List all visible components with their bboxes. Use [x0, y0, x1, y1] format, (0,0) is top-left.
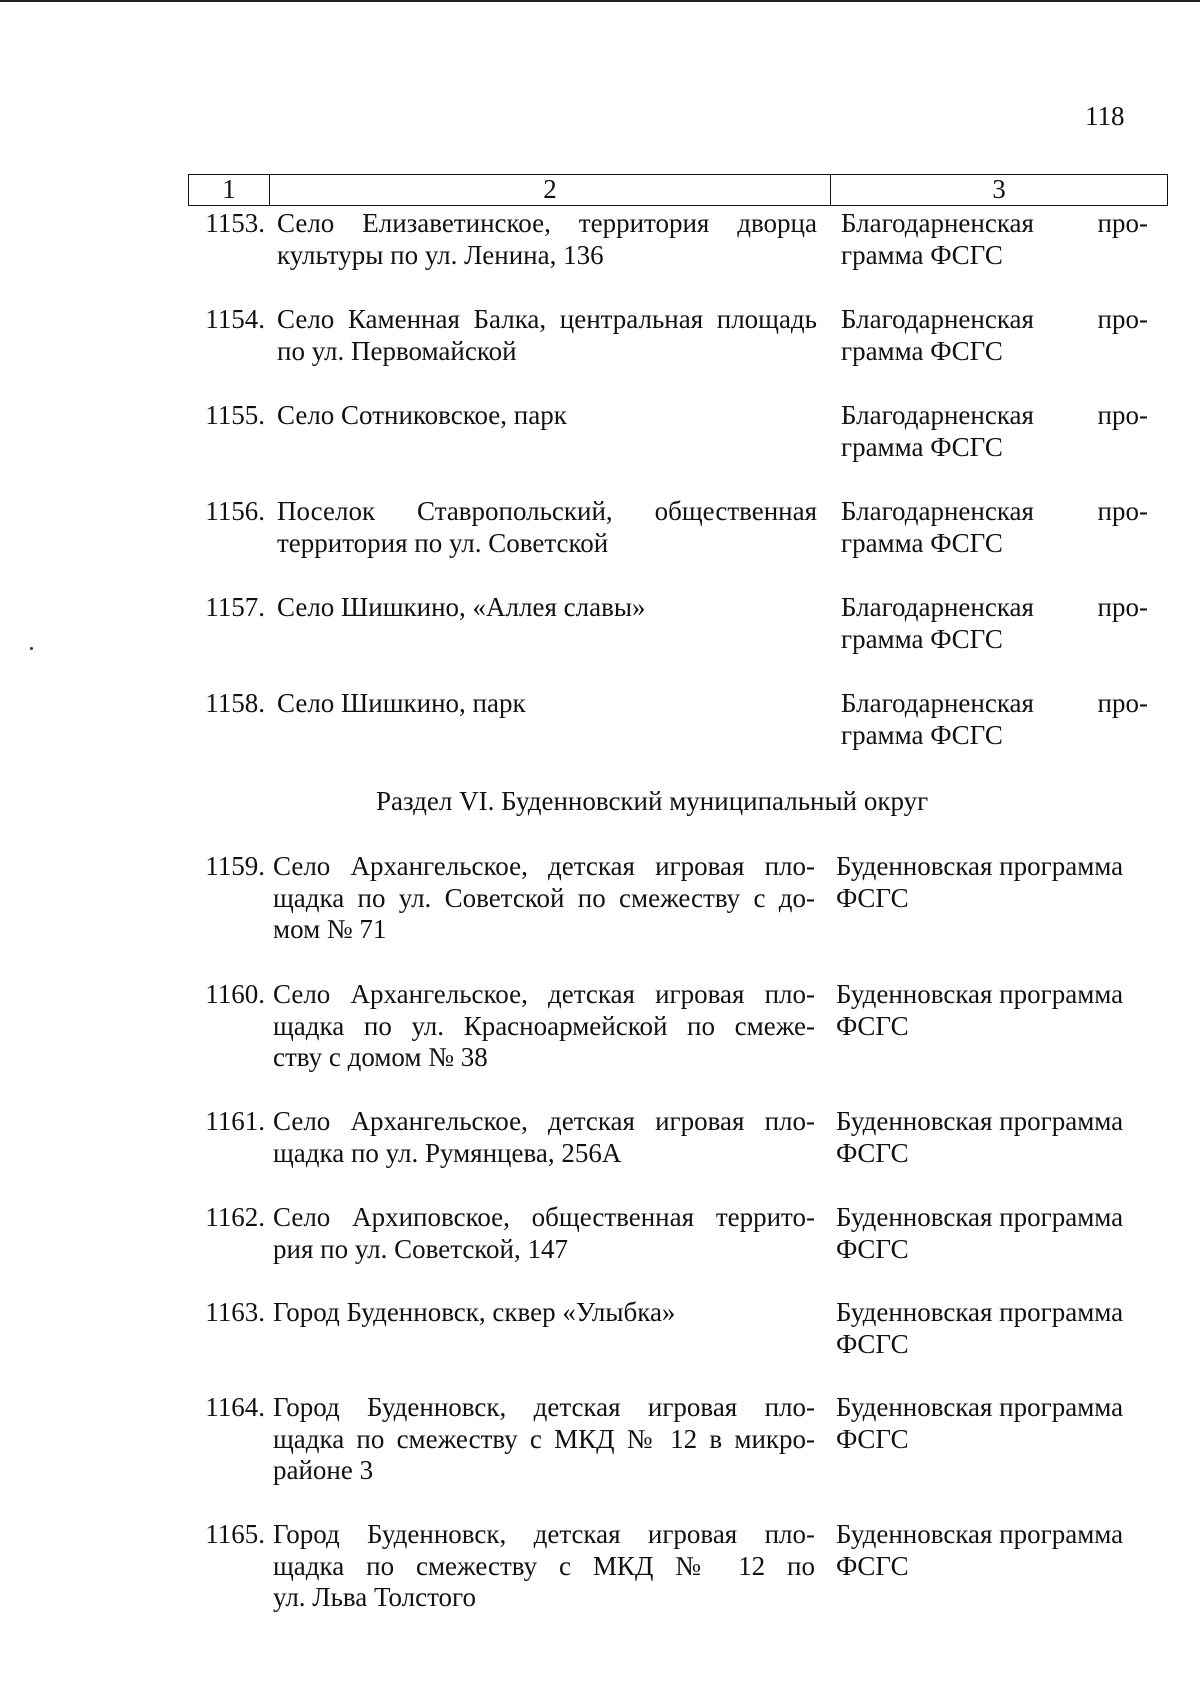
- description-line: Город Буденновск, сквер «Улыбка»: [273, 1297, 676, 1327]
- row-number: 1157.: [205, 592, 265, 622]
- table-header: [188, 174, 1168, 206]
- program-text-hyphen: про-: [1097, 592, 1148, 622]
- program-line: ФСГС: [836, 1550, 909, 1581]
- program-line: ФСГС: [836, 1423, 909, 1454]
- row-program: [836, 1392, 1148, 1455]
- program-line: грамма ФСГС: [841, 431, 1003, 462]
- program-line: [841, 208, 1148, 240]
- row-number: 1158.: [205, 688, 265, 718]
- row-number: 1165.: [205, 1519, 265, 1549]
- program-text: Благодарненская: [841, 592, 1034, 622]
- program-text-hyphen: про-: [1097, 400, 1148, 430]
- program-text: Благодарненская: [841, 208, 1034, 238]
- row-description: [273, 1519, 815, 1614]
- row-number: 1159.: [205, 851, 265, 881]
- program-line: грамма ФСГС: [841, 335, 1003, 366]
- program-line: [841, 688, 1148, 720]
- description-line: Село Шишкино, «Аллея славы»: [277, 592, 646, 622]
- description-line: Город Буденновск, детская игровая пло-: [273, 1519, 815, 1549]
- header-col-1: 1: [189, 175, 270, 205]
- description-line: культуры по ул. Ленина, 136: [277, 239, 604, 270]
- program-text: Благодарненская: [841, 400, 1034, 430]
- description-line: ул. Льва Толстого: [273, 1582, 476, 1612]
- row-program: [841, 208, 1148, 271]
- program-line: грамма ФСГС: [841, 719, 1003, 750]
- description-line: щадка по смежеству с МКД № 12 в микро-: [273, 1423, 815, 1454]
- program-line: ФСГС: [836, 1328, 909, 1359]
- row-description: [277, 208, 817, 271]
- row-description: [277, 496, 817, 559]
- program-line: Буденновская программа: [836, 851, 1124, 881]
- row-program: [841, 304, 1148, 367]
- program-line: грамма ФСГС: [841, 623, 1003, 654]
- program-line: [841, 592, 1148, 624]
- description-line: щадка по ул. Красноармейской по смеже-: [273, 1010, 815, 1041]
- description-line: территория по ул. Советской: [277, 527, 609, 558]
- description-line: Поселок Ставропольский, общественная: [277, 496, 817, 526]
- description-line: ству с домом № 38: [273, 1042, 488, 1072]
- description-line: щадка по ул. Советской по смежеству с до-: [273, 882, 815, 913]
- row-number: 1160.: [205, 979, 265, 1009]
- row-program: [836, 1106, 1148, 1169]
- program-line: Буденновская программа: [836, 1297, 1124, 1327]
- program-text-hyphen: про-: [1097, 496, 1148, 526]
- program-line: ФСГС: [836, 1137, 909, 1168]
- row-program: [841, 592, 1148, 655]
- row-number: 1162.: [205, 1202, 265, 1232]
- row-program: [836, 979, 1148, 1042]
- section-title: Раздел VI. Буденновский муниципальный округ: [376, 786, 929, 816]
- program-text-hyphen: про-: [1097, 304, 1148, 334]
- program-line: ФСГС: [836, 1010, 909, 1041]
- row-description: [273, 1106, 815, 1169]
- row-description: [273, 851, 815, 946]
- program-line: Буденновская программа: [836, 979, 1124, 1009]
- row-number: 1156.: [205, 496, 265, 526]
- description-line: Село Архиповское, общественная террито-: [273, 1202, 815, 1232]
- row-program: [836, 851, 1148, 914]
- row-description: [277, 688, 817, 720]
- description-line: по ул. Первомайской: [277, 335, 517, 366]
- row-program: [836, 1202, 1148, 1265]
- description-line: районе 3: [273, 1455, 374, 1485]
- program-line: [841, 496, 1148, 528]
- description-line: мом № 71: [273, 914, 387, 944]
- program-line: ФСГС: [836, 882, 909, 913]
- description-line: щадка по ул. Румянцева, 256А: [273, 1137, 622, 1168]
- row-number: 1153.: [205, 208, 265, 238]
- row-number: 1155.: [205, 400, 265, 430]
- program-line: грамма ФСГС: [841, 527, 1003, 558]
- row-description: [277, 592, 817, 624]
- header-col-2: 2: [270, 175, 831, 205]
- description-line: Село Архангельское, детская игровая пло-: [273, 1106, 815, 1136]
- row-number: 1161.: [205, 1106, 265, 1136]
- row-description: [277, 400, 817, 432]
- description-line: Село Елизаветинское, территория дворца: [277, 208, 817, 238]
- row-program: [841, 400, 1148, 463]
- description-line: щадка по смежеству с МКД № 12 по: [273, 1550, 815, 1581]
- row-description: [277, 304, 817, 367]
- description-line: Село Сотниковское, парк: [277, 400, 567, 430]
- row-program: [836, 1297, 1148, 1360]
- description-line: Село Шишкино, парк: [277, 688, 526, 718]
- program-text: Благодарненская: [841, 688, 1034, 718]
- program-text: Благодарненская: [841, 304, 1034, 334]
- program-line: ФСГС: [836, 1233, 909, 1264]
- row-description: [273, 1202, 815, 1265]
- program-line: Буденновская программа: [836, 1202, 1124, 1232]
- program-text: Благодарненская: [841, 496, 1034, 526]
- description-line: Село Каменная Балка, центральная площадь: [277, 304, 817, 334]
- program-line: грамма ФСГС: [841, 239, 1003, 270]
- program-line: Буденновская программа: [836, 1392, 1124, 1422]
- description-line: рия по ул. Советской, 147: [273, 1233, 568, 1264]
- program-text-hyphen: про-: [1097, 208, 1148, 238]
- program-line: [841, 304, 1148, 336]
- program-line: [841, 400, 1148, 432]
- row-program: [841, 688, 1148, 751]
- row-number: 1154.: [205, 304, 265, 334]
- row-program: [841, 496, 1148, 559]
- scan-dot: [30, 647, 33, 650]
- page-number: 118: [1085, 101, 1125, 131]
- row-description: [273, 1297, 815, 1329]
- row-program: [836, 1519, 1148, 1582]
- header-col-3: 3: [992, 174, 1006, 204]
- row-number: 1163.: [205, 1297, 265, 1327]
- description-line: Село Архангельское, детская игровая пло-: [273, 979, 815, 1009]
- program-line: Буденновская программа: [836, 1519, 1124, 1549]
- description-line: Село Архангельское, детская игровая пло-: [273, 851, 815, 881]
- row-number: 1164.: [205, 1392, 265, 1422]
- program-text-hyphen: про-: [1097, 688, 1148, 718]
- top-rule: [0, 0, 1200, 2]
- row-description: [273, 979, 815, 1074]
- description-line: Город Буденновск, детская игровая пло-: [273, 1392, 815, 1422]
- row-description: [273, 1392, 815, 1487]
- program-line: Буденновская программа: [836, 1106, 1124, 1136]
